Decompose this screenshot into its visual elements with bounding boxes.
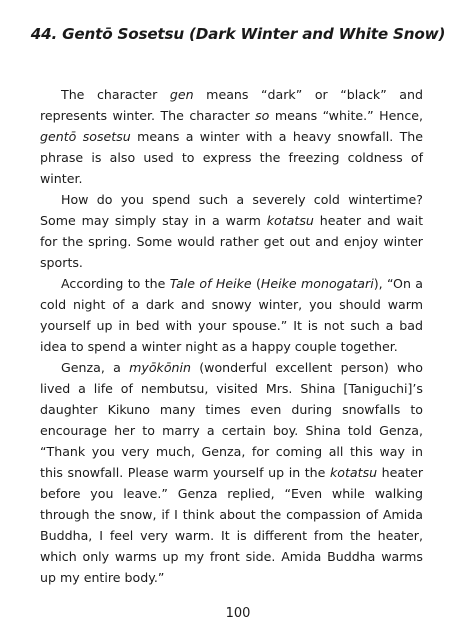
text-run: (: [251, 276, 261, 291]
paragraph: [40, 84, 423, 189]
italic-term: gen: [169, 87, 194, 102]
text-run: (wonderful excellent person) who lived a life of nembutsu, visited Mrs. Shina [Taniguchi]’s daughter Kikuno many times even during snowfalls to encourage her to marry a certain boy. Shina told Genza, “Thank you very much, Genza, for coming all this way in this snowfall. Please warm yourself up in the: [40, 360, 423, 480]
chapter-heading: 44. Gentō Sosetsu (Dark Winter and White Snow): [30, 25, 446, 43]
page-number: 100: [225, 606, 251, 621]
italic-term: Heike monogatari: [260, 276, 374, 291]
text-run: means a winter with a heavy snowfall. The phrase is also used to express the freezing coldness of winter.: [40, 129, 423, 186]
text-run: ), “On a cold night of a dark and snowy winter, you should warm yourself up in bed with your spouse.” It is not such a bad idea to spend a winter night as a happy couple together.: [40, 276, 423, 354]
text-run: How do you spend such a severely cold wintertime? Some may simply stay in a warm: [40, 192, 423, 228]
text-run: Genza, a: [61, 360, 130, 375]
italic-term: kotatsu: [329, 465, 378, 480]
italic-term: gentō sosetsu: [40, 129, 131, 144]
text-run: heater and wait for the spring. Some would rather get out and enjoy winter sports.: [40, 213, 424, 270]
text-run: According to the: [61, 276, 170, 291]
text-run: heater before you leave.” Genza replied, “Even while walking through the snow, if I think about the compassion of Amida Buddha, I feel very warm. It is different from the heater, which only warms up my front side. Amida Buddha warms up my entire body.”: [40, 465, 423, 585]
paragraph: [40, 273, 423, 357]
italic-term: so: [255, 108, 270, 123]
italic-term: myōkōnin: [129, 360, 191, 375]
text-run: The character: [61, 87, 170, 102]
text-run: means “white.” Hence,: [269, 108, 423, 123]
paragraph: [40, 189, 423, 273]
text-run: means “dark” or “black” and represents winter. The character: [40, 87, 423, 123]
paragraph: [40, 357, 423, 588]
italic-term: kotatsu: [266, 213, 314, 228]
body-text: [40, 84, 423, 588]
italic-term: Tale of Heike: [169, 276, 252, 291]
